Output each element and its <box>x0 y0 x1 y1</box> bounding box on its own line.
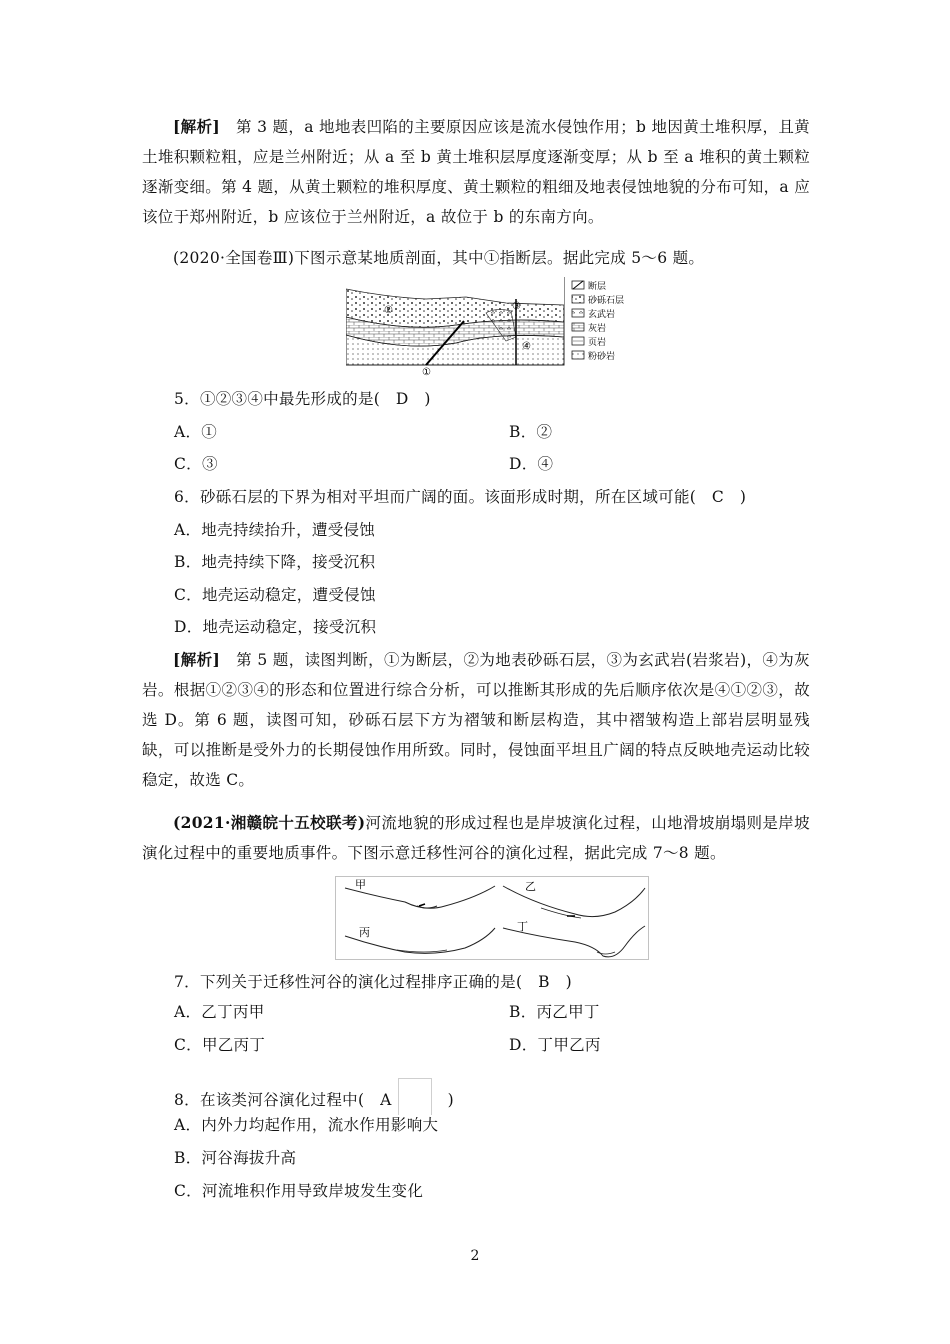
figure2-label-ding: 丁 <box>517 920 528 933</box>
q8-option-a: A．内外力均起作用，流水作用影响大 <box>174 1116 439 1134</box>
q8-stem-before: 8．在该类河谷演化过程中( A <box>174 1091 392 1109</box>
q8-option-c: C．河流堆积作用导致岸坡发生变化 <box>174 1182 424 1200</box>
analysis-paragraph-2 <box>142 645 810 795</box>
q6-option-a: A．地壳持续抬升，遭受侵蚀 <box>174 521 376 539</box>
legend-gravel: 砂砾石层 <box>588 296 625 306</box>
figure1-legend <box>572 280 624 362</box>
analysis-tag: [解析] <box>173 650 221 669</box>
question-intro-2 <box>142 808 810 868</box>
source-label: (2021·湘赣皖十五校联考) <box>173 813 366 832</box>
q6-option-b: B．地壳持续下降，接受沉积 <box>174 553 376 571</box>
figure1-label-3: ③ <box>512 301 521 312</box>
analysis-text: 第 5 题，读图判断，①为断层，②为地表砂砾石层，③为玄武岩(岩浆岩)，④为灰岩。根据①②③④的形态和位置进行综合分析，可以推断其形成的先后顺序依次是④①②③，故选 D。第 6 题，读图可知，砂砾石层下方为褶皱和断层构造，其中褶皱构造上部岩层明显残缺，可以推断是受外力的长期侵蚀作用所致。同时，侵蚀面平坦且广阔的特点反映地壳运动比较稳定，故选 C。 <box>142 651 810 789</box>
q7-option-a: A．乙丁丙甲 <box>174 1003 265 1021</box>
q7-option-c: C．甲乙丙丁 <box>174 1036 266 1054</box>
figure2-label-jia: 甲 <box>355 878 366 891</box>
river-valley-figure <box>335 876 649 960</box>
legend-shale: 页岩 <box>588 338 607 348</box>
analysis-tag: [解析] <box>173 117 221 136</box>
page-number: 2 <box>470 1248 480 1264</box>
q6-option-d: D．地壳运动稳定，接受沉积 <box>174 618 377 636</box>
figure1-label-4: ④ <box>522 341 531 352</box>
analysis-paragraph-1 <box>142 112 810 232</box>
q7-option-d: D．丁甲乙丙 <box>509 1036 601 1054</box>
figure1-label-2: ② <box>384 305 393 316</box>
legend-siltstone: 粉砂岩 <box>588 352 616 362</box>
legend-fault: 断层 <box>588 282 607 292</box>
q7-option-b: B．丙乙甲丁 <box>509 1003 600 1021</box>
analysis-text: 第 3 题，a 地地表凹陷的主要原因应该是流水侵蚀作用；b 地因黄土堆积厚，且黄土堆积颗粒粗，应是兰州附近；从 a 至 b 黄土堆积层厚度逐渐变厚；从 b 至 a 堆积的黄土颗粒逐渐变细。第 4 题，从黄土颗粒的堆积厚度、黄土颗粒的粗细及地表侵蚀地貌的分布可知，a 应该位于郑州附近，b 应该位于兰州附近，a 故位于 b 的东南方向。 <box>142 118 810 226</box>
legend-basalt: 玄武岩 <box>588 310 616 320</box>
question-7-stem: 7．下列关于迁移性河谷的演化过程排序正确的是( B ) <box>174 973 572 991</box>
q5-option-a: A．① <box>174 423 218 441</box>
q5-option-c: C．③ <box>174 455 218 473</box>
question-5-stem: 5．①②③④中最先形成的是( D ) <box>174 390 431 408</box>
figure2-label-yi: 乙 <box>525 880 536 893</box>
figure2-label-bing: 丙 <box>359 926 370 939</box>
question-6-stem: 6．砂砾石层的下界为相对平坦而广阔的面。该面形成时期，所在区域可能( C ) <box>174 488 747 506</box>
q5-option-b: B．② <box>509 423 553 441</box>
figure1-label-1: ① <box>422 367 431 377</box>
geological-section-figure <box>346 277 638 377</box>
intro-text: 下图示意某地质剖面，其中①指断层。据此完成 5～6 题。 <box>294 249 705 267</box>
q6-option-c: C．地壳运动稳定，遭受侵蚀 <box>174 586 376 604</box>
source-label: (2020·全国卷Ⅲ) <box>173 249 295 267</box>
question-intro-1 <box>142 243 810 273</box>
q8-option-b: B．河谷海拔升高 <box>174 1149 297 1167</box>
q8-stem-after: ) <box>447 1091 454 1109</box>
legend-limestone: 灰岩 <box>588 324 607 334</box>
q5-option-d: D．④ <box>509 455 554 473</box>
intro-text: 河流地貌的形成过程也是岸坡演化过程，山地滑坡崩塌则是岸坡演化过程中的重要地质事件。下图示意迁移性河谷的演化过程，据此完成 7～8 题。 <box>142 814 810 862</box>
